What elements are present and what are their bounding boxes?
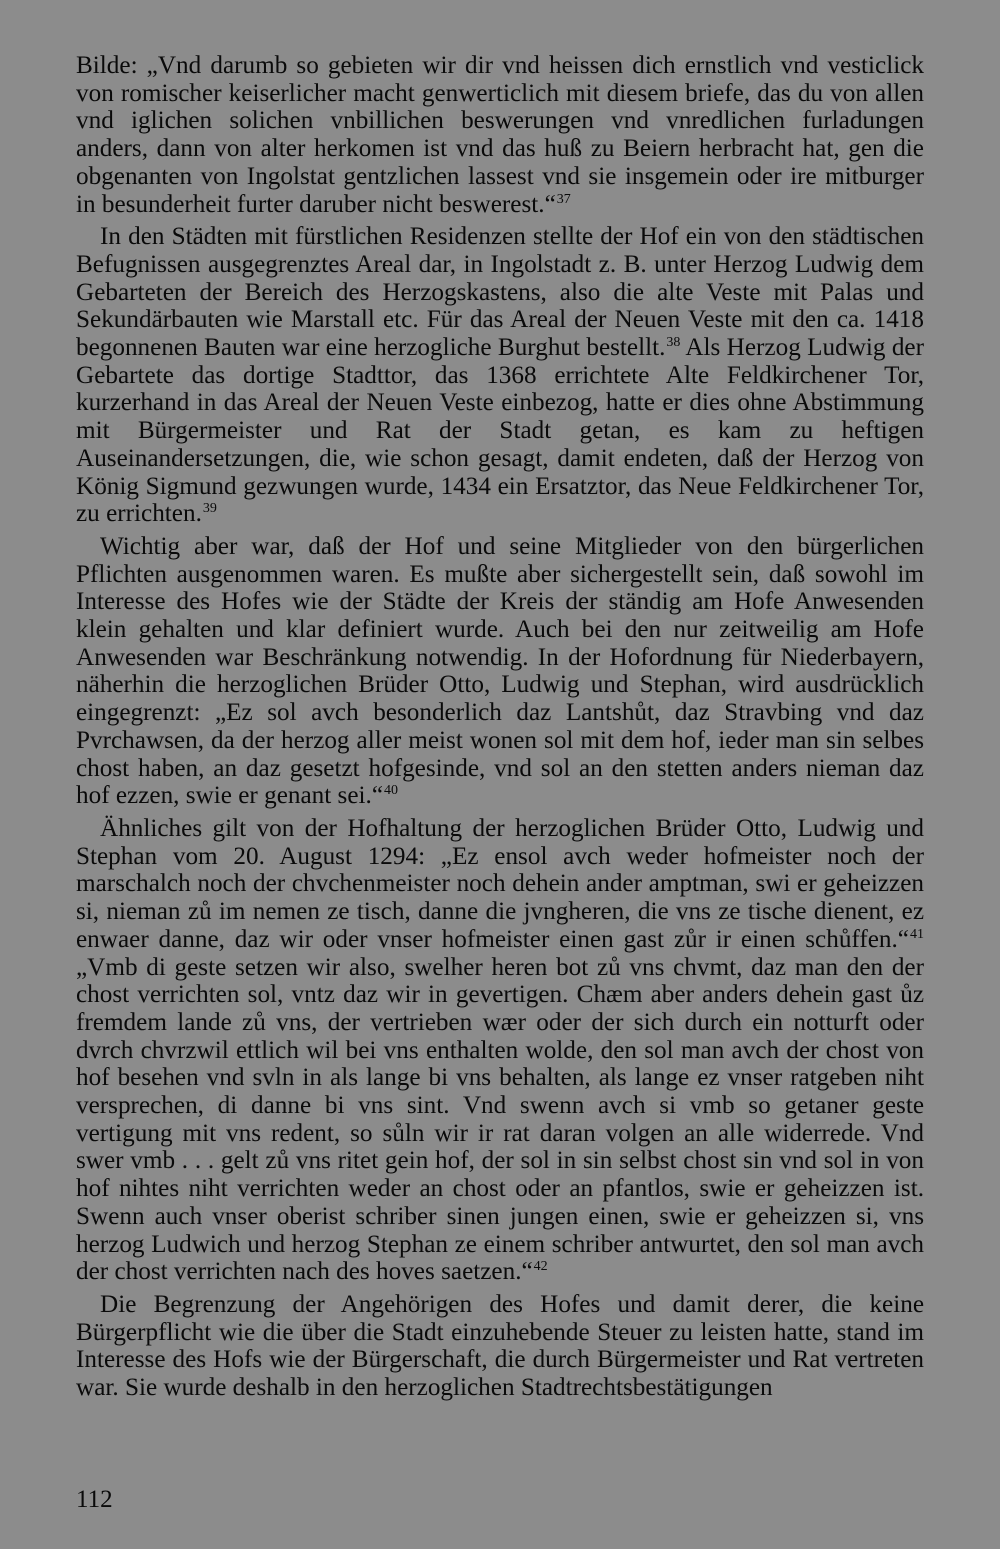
page-body [76,52,924,1407]
body-paragraph [76,1291,924,1402]
paragraph-text: In den Städten mit fürstlichen Residenzen stellte der Hof ein von den städtischen Befugnissen ausgegrenztes Areal dar, in Ingolstadt z. B. unter Herzog Ludwig dem Gebarteten der Bereich des Herzogskastens, also die alte Veste mit Palas und Sekundärbauten wie Marstall etc. Für das Areal der Neuen Veste mit den ca. 1418 begonnenen Bauten war eine herzogliche Burghut bestellt. [76,223,924,362]
body-paragraph [76,815,924,1286]
paragraph-text: „Vmb di geste setzen wir also, swelher heren bot zů vns chvmt, daz man den der chost verrichten sol, vntz daz wir in gevertigen. Chæm aber anders dehein gast ůz fremdem lande zů vns, der vertrieben wær oder der sich durch ein notturft oder dvrch chvrzwil ettlich wil bei vns enthalten wolde, den sol man avch der chost von hof besehen vnd svln in als lange bi vns behalten, als lange ez vnser ratgeben niht versprechen, di danne bi vns sint. Vnd swenn avch si vmb so getaner geste vertigung mit vns redent, so sůln wir ir rat daran volgen an alle widerrede. Vnd swer vmb . . . gelt zů vns ritet gein hof, der sol in sin selbst chost sin vnd sol in von hof nihtes niht verrichten weder an chost oder an pfantlos, swie er geheizzen ist. Swenn auch vnser oberist schriber sinen jungen einen, swie er geheizzen si, vns herzog Ludwich und herzog Stephan ze einem schriber antwurtet, den sol man avch der chost verrichten nach des hoves saetzen.“ [76,953,924,1286]
paragraph-text: Die Begrenzung der Angehörigen des Hofes und damit derer, die keine Bürgerpflicht wie die über die Stadt einzuhebende Steuer zu leisten hatte, stand im Interesse des Hofs wie der Bürgerschaft, die durch Bürgermeister und Rat vertreten war. Sie wurde deshalb in den herzoglichen Stadtrechtsbestätigungen [76,1290,924,1402]
body-paragraph [76,533,924,810]
footnote-marker: 37 [556,191,571,207]
footnote-marker: 38 [666,335,681,351]
body-paragraph [76,223,924,528]
paragraph-text: Bilde: „Vnd darumb so gebieten wir dir vnd heissen dich ernstlich vnd vesticlick von romischer keiserlicher macht genwerticlich mit diesem briefe, das du von allen vnd iglichen solichen vnbillichen beswerungen vnd vnredlichen furladungen anders, dann von alter herkomen ist vnd das huß zu Beiern herbracht hat, gen die obgenanten von Ingolstat gentzlichen lassest vnd sie insgemein oder ire mitburger in besunderheit furter daruber nicht beswerest.“ [76,52,924,218]
footnote-marker: 39 [202,501,217,517]
page-number: 112 [76,1486,113,1513]
footnote-marker: 40 [384,783,398,799]
footnote-marker: 41 [910,926,924,942]
paragraph-text: Wichtig aber war, daß der Hof und seine Mitglieder von den bürgerlichen Pflichten ausgenommen waren. Es mußte aber sichergestellt sein, daß sowohl im Interesse des Hofes wie der Städte der Kreis der ständig am Hofe Anwesenden klein gehalten und klar definiert wurde. Auch bei den nur zeitweilig am Hofe Anwesenden war Beschränkung notwendig. In der Hofordnung für Niederbayern, näherhin die herzoglichen Brüder Otto, Ludwig und Stephan, wird ausdrücklich eingegrenzt: „Ez sol avch besonderlich daz Lantshůt, daz Stravbing vnd daz Pvrchawsen, da der herzog aller meist wonen sol mit dem hof, ieder man sin selbes chost haben, an daz gesetzt hofgesinde, vnd sol an den stetten anders nieman daz hof ezzen, swie er genant sei.“ [76,532,924,810]
paragraph-text: Als Herzog Ludwig der Gebartete das dortige Stadttor, das 1368 errichtete Alte Feldkirchener Tor, kurzerhand in das Areal der Neuen Veste einbezog, hatte er dies ohne Abstimmung mit Bürgermeister und Rat der Stadt getan, es kam zu heftigen Auseinandersetzungen, die, wie schon gesagt, damit endeten, daß der Herzog von König Sigmund gezwungen wurde, 1434 ein Ersatztor, das Neue Feldkirchener Tor, zu errichten. [76,334,924,528]
paragraph-text: Ähnliches gilt von der Hofhaltung der herzoglichen Brüder Otto, Ludwig und Stephan vom 20. August 1294: „Ez ensol avch weder hofmeister noch der marschalch noch der chvchenmeister noch dehein ander amptman, swi er geheizzen si, nieman zů im nemen ze tisch, danne die jvngheren, die vns ze tische dienent, ez enwaer danne, daz wir oder vnser hofmeister einen gast zůr ir einen schůffen.“ [76,814,924,953]
footnote-marker: 42 [533,1259,548,1275]
body-paragraph [76,52,924,218]
